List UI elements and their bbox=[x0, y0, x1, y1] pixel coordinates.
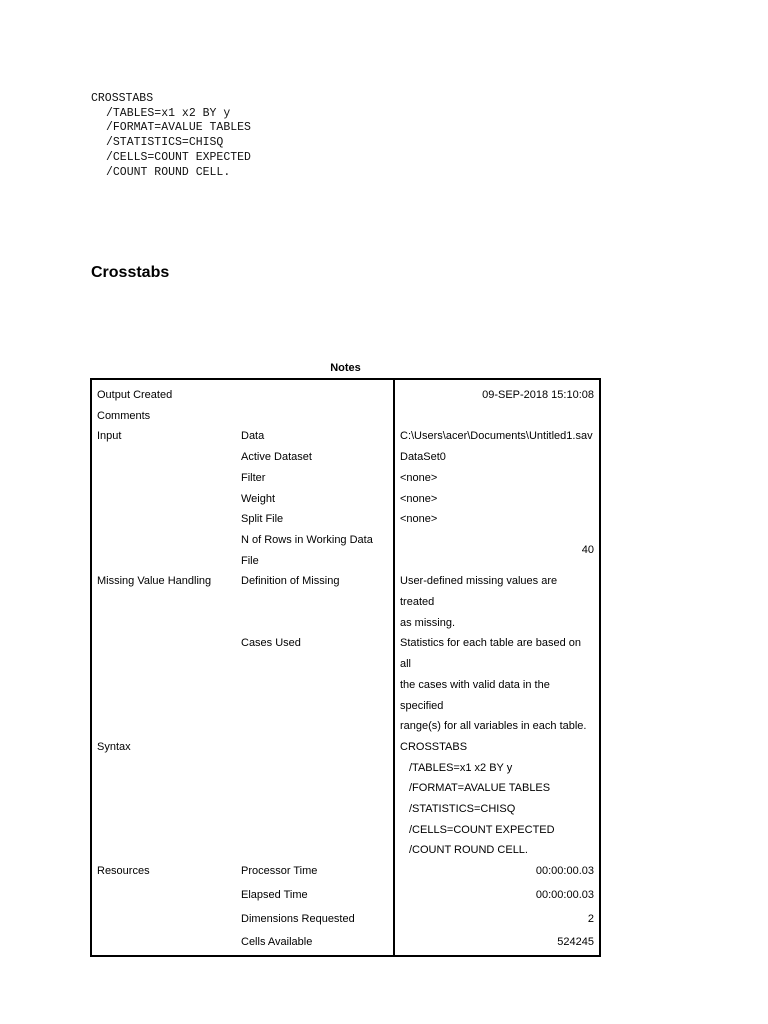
syntax-line: /FORMAT=AVALUE TABLES bbox=[106, 121, 251, 135]
value-line: Statistics for each table are based on all bbox=[400, 637, 581, 671]
sub-label bbox=[236, 530, 394, 571]
sub-label: Data bbox=[241, 430, 265, 443]
row-label: Input bbox=[97, 430, 122, 443]
syntax-line: /COUNT ROUND CELL. bbox=[409, 844, 528, 857]
filter-value: <none> bbox=[394, 468, 600, 489]
cells-available-value: 524245 bbox=[394, 929, 600, 956]
syntax-line: /CELLS=COUNT EXPECTED bbox=[409, 823, 555, 836]
value-line: User-defined missing values are treated bbox=[400, 575, 558, 609]
sub-label: Cases Used bbox=[241, 637, 301, 650]
table-row bbox=[91, 737, 600, 861]
syntax-line: /FORMAT=AVALUE TABLES bbox=[409, 782, 551, 795]
processor-time-value: 00:00:00.03 bbox=[394, 861, 600, 882]
data-path-value: C:\Users\acer\Documents\Untitled1.sav bbox=[394, 426, 600, 447]
table-row bbox=[91, 882, 600, 906]
syntax-line: /COUNT ROUND CELL. bbox=[106, 165, 231, 179]
weight-value: <none> bbox=[394, 489, 600, 510]
table-row bbox=[91, 530, 600, 571]
table-row bbox=[91, 379, 600, 406]
syntax-line: /TABLES=x1 x2 BY y bbox=[409, 761, 513, 774]
output-created-value: 09-SEP-2018 15:10:08 bbox=[394, 379, 600, 406]
label-line: File bbox=[241, 554, 259, 567]
sub-label: Active Dataset bbox=[241, 451, 312, 464]
cases-used-value bbox=[394, 633, 600, 737]
syntax-line: /STATISTICS=CHISQ bbox=[106, 136, 224, 150]
syntax-line: /STATISTICS=CHISQ bbox=[409, 803, 516, 816]
table-row bbox=[91, 929, 600, 956]
notes-table bbox=[90, 378, 601, 957]
definition-of-missing-value bbox=[394, 571, 600, 633]
sub-label: Definition of Missing bbox=[241, 575, 340, 588]
sub-label: Split File bbox=[241, 513, 284, 526]
table-row bbox=[91, 509, 600, 530]
table-row bbox=[91, 426, 600, 447]
sub-label: Filter bbox=[241, 471, 266, 484]
syntax-line: CROSSTABS bbox=[91, 92, 154, 105]
table-row bbox=[91, 571, 600, 633]
table-row bbox=[91, 861, 600, 882]
sub-label: Dimensions Requested bbox=[241, 912, 355, 925]
notes-table-title: Notes bbox=[330, 362, 361, 374]
row-label: Syntax bbox=[97, 740, 131, 753]
table-row bbox=[91, 489, 600, 510]
table-row bbox=[91, 468, 600, 489]
dimensions-requested-value: 2 bbox=[394, 906, 600, 930]
table-row bbox=[91, 633, 600, 737]
syntax-code-block bbox=[91, 92, 251, 180]
syntax-line: CROSSTABS bbox=[400, 740, 468, 753]
table-row bbox=[91, 906, 600, 930]
row-label: Resources bbox=[97, 865, 150, 878]
sub-label: Processor Time bbox=[241, 865, 318, 878]
value-line: as missing. bbox=[400, 616, 456, 629]
row-label: Missing Value Handling bbox=[97, 575, 212, 588]
sub-label: Cells Available bbox=[241, 936, 313, 949]
elapsed-time-value: 00:00:00.03 bbox=[394, 882, 600, 906]
sub-label: Weight bbox=[241, 492, 276, 505]
active-dataset-value: DataSet0 bbox=[394, 447, 600, 468]
syntax-line: /CELLS=COUNT EXPECTED bbox=[106, 150, 251, 164]
row-label: Output Created bbox=[97, 389, 173, 401]
table-row bbox=[91, 406, 600, 427]
value-line: the cases with valid data in the specified bbox=[400, 678, 550, 712]
label-line: N of Rows in Working Data bbox=[241, 533, 373, 546]
split-file-value: <none> bbox=[394, 509, 600, 530]
table-row bbox=[91, 447, 600, 468]
syntax-value bbox=[394, 737, 600, 861]
section-heading: Crosstabs bbox=[91, 264, 170, 281]
value-line: range(s) for all variables in each table. bbox=[400, 720, 587, 733]
syntax-line: /TABLES=x1 x2 BY y bbox=[106, 106, 231, 120]
sub-label: Elapsed Time bbox=[241, 888, 308, 901]
n-rows-value: 40 bbox=[394, 530, 600, 571]
row-label: Comments bbox=[97, 409, 151, 422]
